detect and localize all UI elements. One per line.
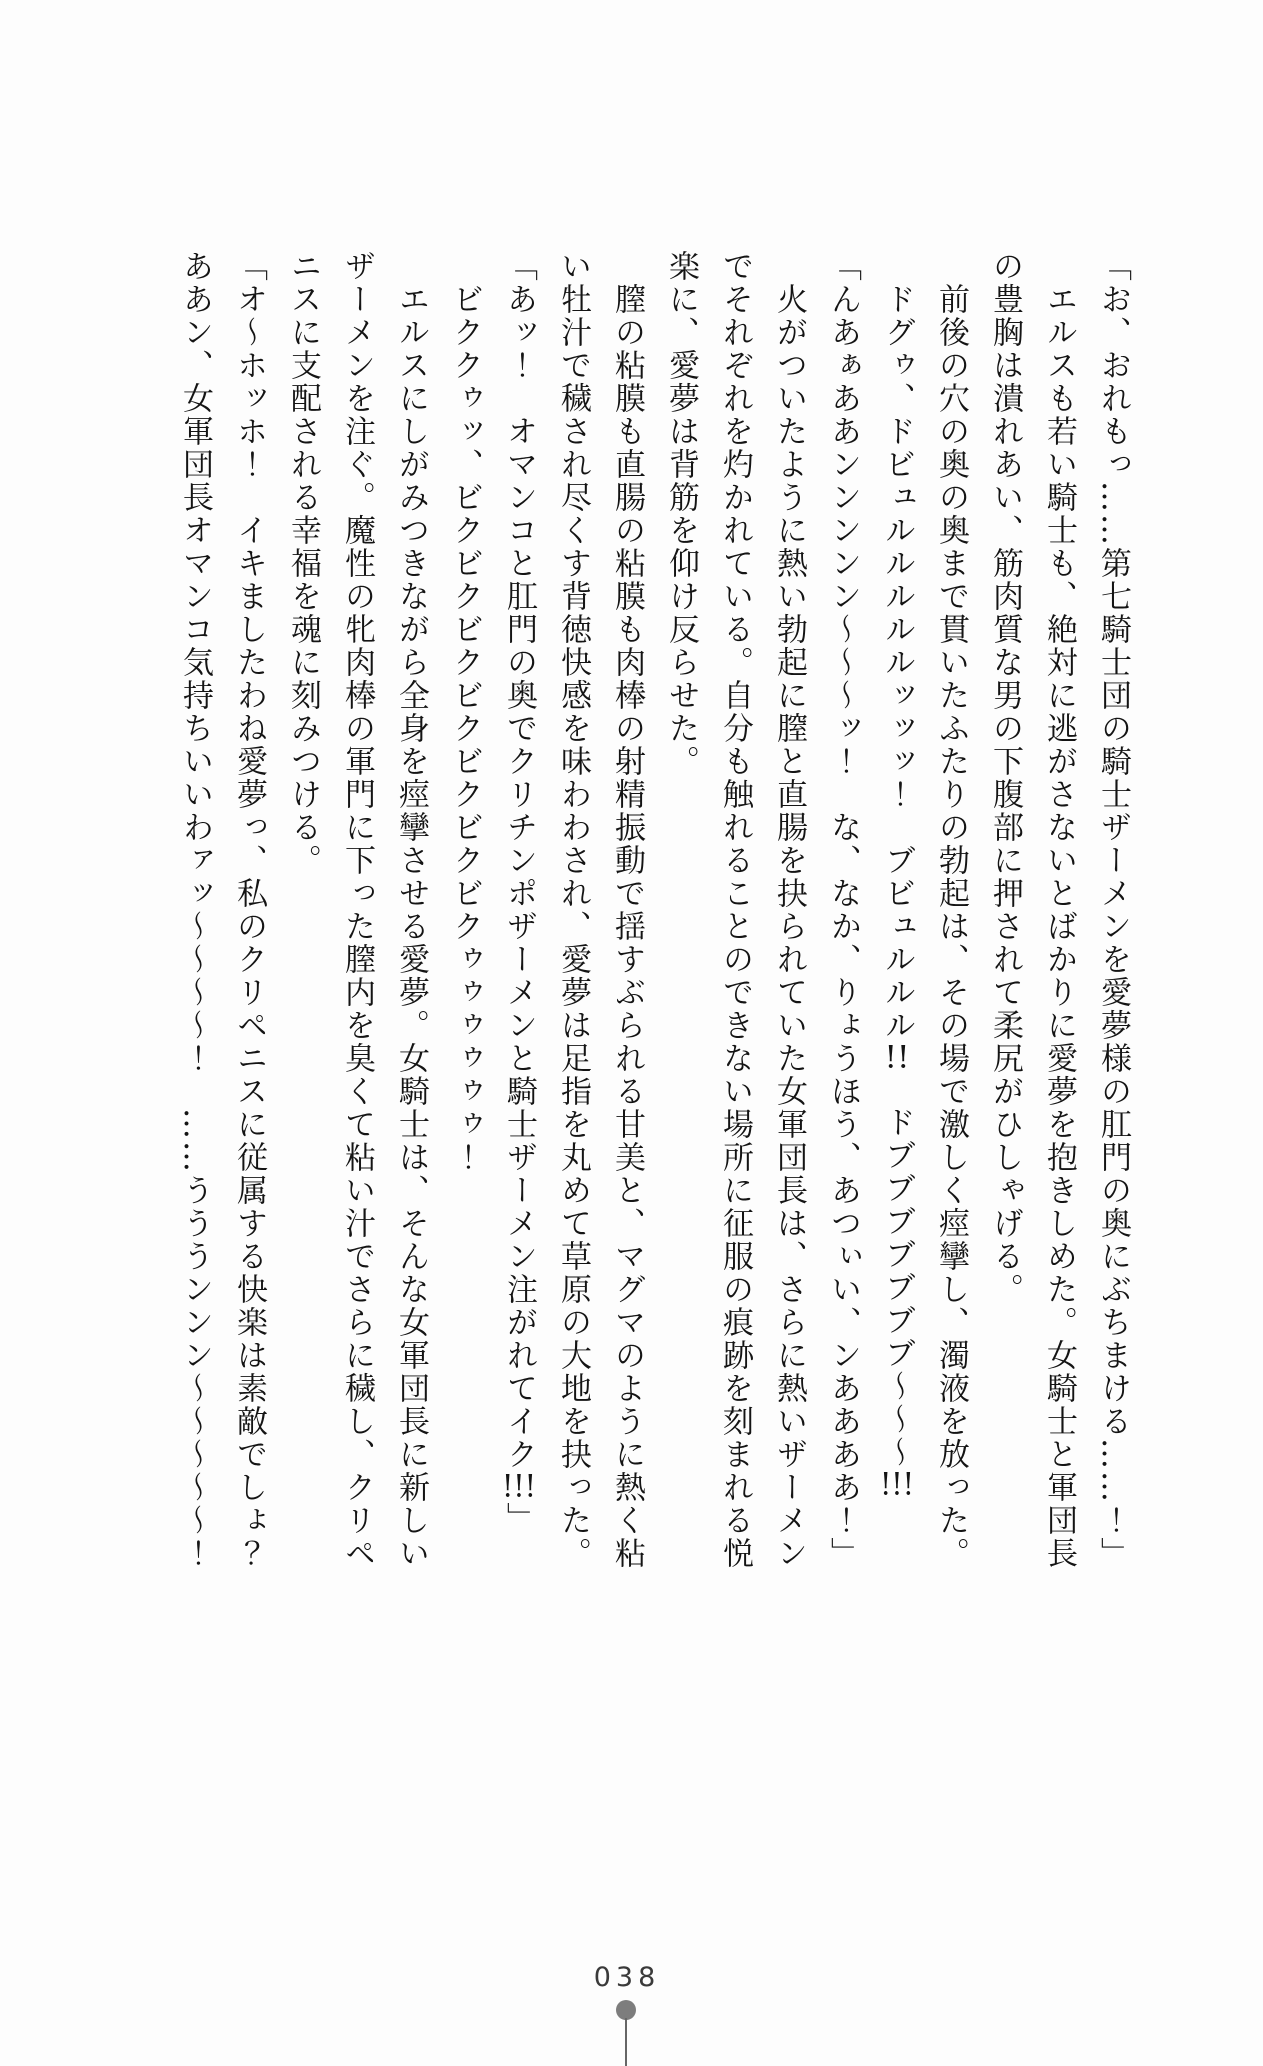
text-column-17: 「オ〜ホッホ！ イキましたわね愛夢っ、私のクリペニスに従属する快楽は素敵でしょ？ [231, 250, 267, 1570]
text-column-16: ニスに支配される幸福を魂に刻みつける。 [285, 250, 321, 877]
page-number: 038 [593, 1962, 661, 1993]
text-column-7: 火がついたように熱い勃起に膣と直腸を抉られていた女軍団長は、さらに熱いザーメン [771, 283, 807, 1570]
exclamation-cluster: !! [884, 1042, 910, 1073]
text-column-5: ドグゥ、ドビュルルルルルッッッ！ ブビュルルル!! ドブブブブブブブ〜〜〜!!! [879, 283, 915, 1500]
text-column-1: 「お、おれもっ……第七騎士団の騎士ザーメンを愛夢様の肛門の奥にぶちまける……！」 [1095, 250, 1131, 1570]
text-column-18: ああン、女軍団長オマンコ気持ちいいわァッ〜〜〜〜！ ……うううンンン〜〜〜〜〜！ [177, 250, 213, 1570]
text-column-9: 楽に、愛夢は背筋を仰け反らせた。 [663, 250, 699, 778]
text-column-2: エルスも若い騎士も、絶対に逃がさないとばかりに愛夢を抱きしめた。女騎士と軍団長 [1041, 283, 1077, 1570]
novel-text-block [168, 250, 1140, 1640]
text-column-15: ザーメンを注ぐ。魔性の牝肉棒の軍門に下った膣内を臭くて粘い汁でさらに穢し、クリペ [339, 250, 375, 1570]
text-column-13: ビククゥッ、ビクビクビクビクビクビクビクゥゥゥゥゥゥ！ [447, 283, 483, 1174]
text-column-11: い牡汁で穢され尽くす背徳快感を味わわされ、愛夢は足指を丸めて草原の大地を抉った。 [555, 250, 591, 1570]
text-column-12: 「あッ！ オマンコと肛門の奥でクリチンポザーメンと騎士ザーメン注がれてイク!!!」 [501, 250, 537, 1535]
text-column-4: 前後の穴の奥の奥まで貫いたふたりの勃起は、その場で激しく痙攣し、濁液を放った。 [933, 283, 969, 1570]
text-column-8: でそれぞれを灼かれている。自分も触れることのできない場所に征服の痕跡を刻まれる悦 [717, 250, 753, 1570]
footer-dot-marker [616, 2000, 636, 2020]
exclamation-cluster: !!! [501, 1471, 537, 1502]
footer-rule-line [625, 2018, 627, 2066]
text-column-14: エルスにしがみつきながら全身を痙攣させる愛夢。女騎士は、そんな女軍団長に新しい [393, 283, 429, 1570]
text-column-10: 膣の粘膜も直腸の粘膜も肉棒の射精振動で揺すぶられる甘美と、マグマのように熱く粘 [609, 283, 645, 1570]
text-column-6: 「んあぁああンンンンン〜〜〜ッ！ な、なか、りょうほう、あつぃい、ンああああ！」 [825, 250, 861, 1570]
text-column-3: の豊胸は潰れあい、筋肉質な男の下腹部に押されて柔尻がひしゃげる。 [987, 250, 1023, 1306]
exclamation-cluster: !!! [879, 1469, 915, 1500]
